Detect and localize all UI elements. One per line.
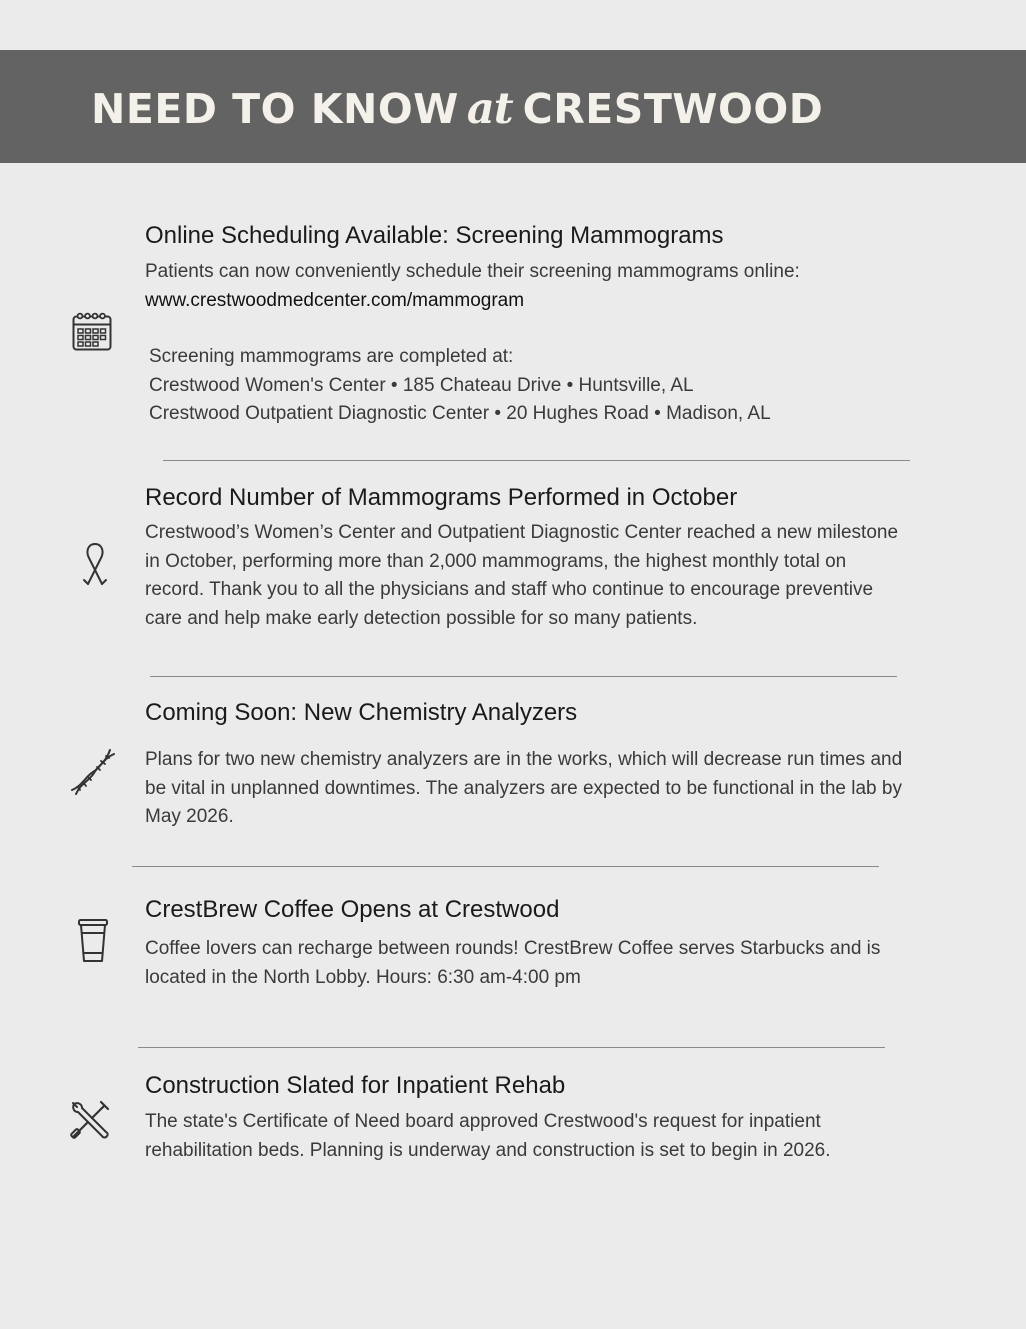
page-title (91, 83, 823, 135)
divider (138, 1047, 885, 1048)
section-body: The state's Certificate of Need board approved Crestwood's request for inpatient rehabilitation beds. Planning is underway and construction is set to begin in 2026. (145, 1111, 831, 1161)
awareness-ribbon-icon (78, 538, 112, 590)
section-title: Online Scheduling Available: Screening Mammograms (145, 222, 724, 249)
location-womens-center: Crestwood Women's Center • 185 Chateau Drive • Huntsville, AL (149, 374, 694, 396)
section-inpatient-rehab (145, 1071, 925, 1165)
title-need-to-know: NEED TO KNOW (91, 85, 459, 133)
section-title: Record Number of Mammograms Performed in October (145, 484, 738, 511)
locations-intro: Screening mammograms are completed at: (149, 346, 514, 367)
section-body: Crestwood’s Women’s Center and Outpatient Diagnostic Center reached a new milestone in October, performing more than 2,000 mammograms, the highest monthly total on record. Thank you to all the physicians and staff who continue to encourage preventive care and help make early detection possible for so many patients. (145, 522, 899, 629)
divider (150, 676, 897, 677)
locations-list (145, 343, 925, 429)
section-title: Construction Slated for Inpatient Rehab (145, 1072, 566, 1099)
divider (163, 460, 910, 461)
section-title: CrestBrew Coffee Opens at Crestwood (145, 896, 560, 923)
section-body: Plans for two new chemistry analyzers are in the works, which will decrease run times and be vital in unplanned downtimes. The analyzers are expected to be functional in the lab by May 2026. (145, 749, 903, 827)
section-chemistry-analyzers (145, 698, 925, 832)
section-body: Coffee lovers can recharge between rounds! CrestBrew Coffee serves Starbucks and is located in the North Lobby. Hours: 6:30 am-4:00 pm (145, 938, 881, 988)
section-body: Patients can now conveniently schedule their screening mammograms online: (145, 261, 800, 282)
calendar-icon (70, 310, 114, 354)
section-record-mammograms (145, 483, 925, 633)
title-crestwood: CRESTWOOD (522, 85, 824, 133)
section-online-scheduling (145, 221, 925, 429)
divider (132, 866, 879, 867)
coffee-cup-icon (76, 917, 110, 965)
title-at: at (466, 84, 513, 134)
tools-icon (68, 1098, 112, 1142)
mammogram-scheduling-link[interactable]: www.crestwoodmedcenter.com/mammogram (145, 289, 525, 311)
dna-icon (68, 746, 118, 798)
location-outpatient-diagnostic: Crestwood Outpatient Diagnostic Center • 20 Hughes Road • Madison, AL (149, 403, 771, 424)
section-title: Coming Soon: New Chemistry Analyzers (145, 699, 578, 726)
section-crestbrew-coffee (145, 895, 925, 992)
